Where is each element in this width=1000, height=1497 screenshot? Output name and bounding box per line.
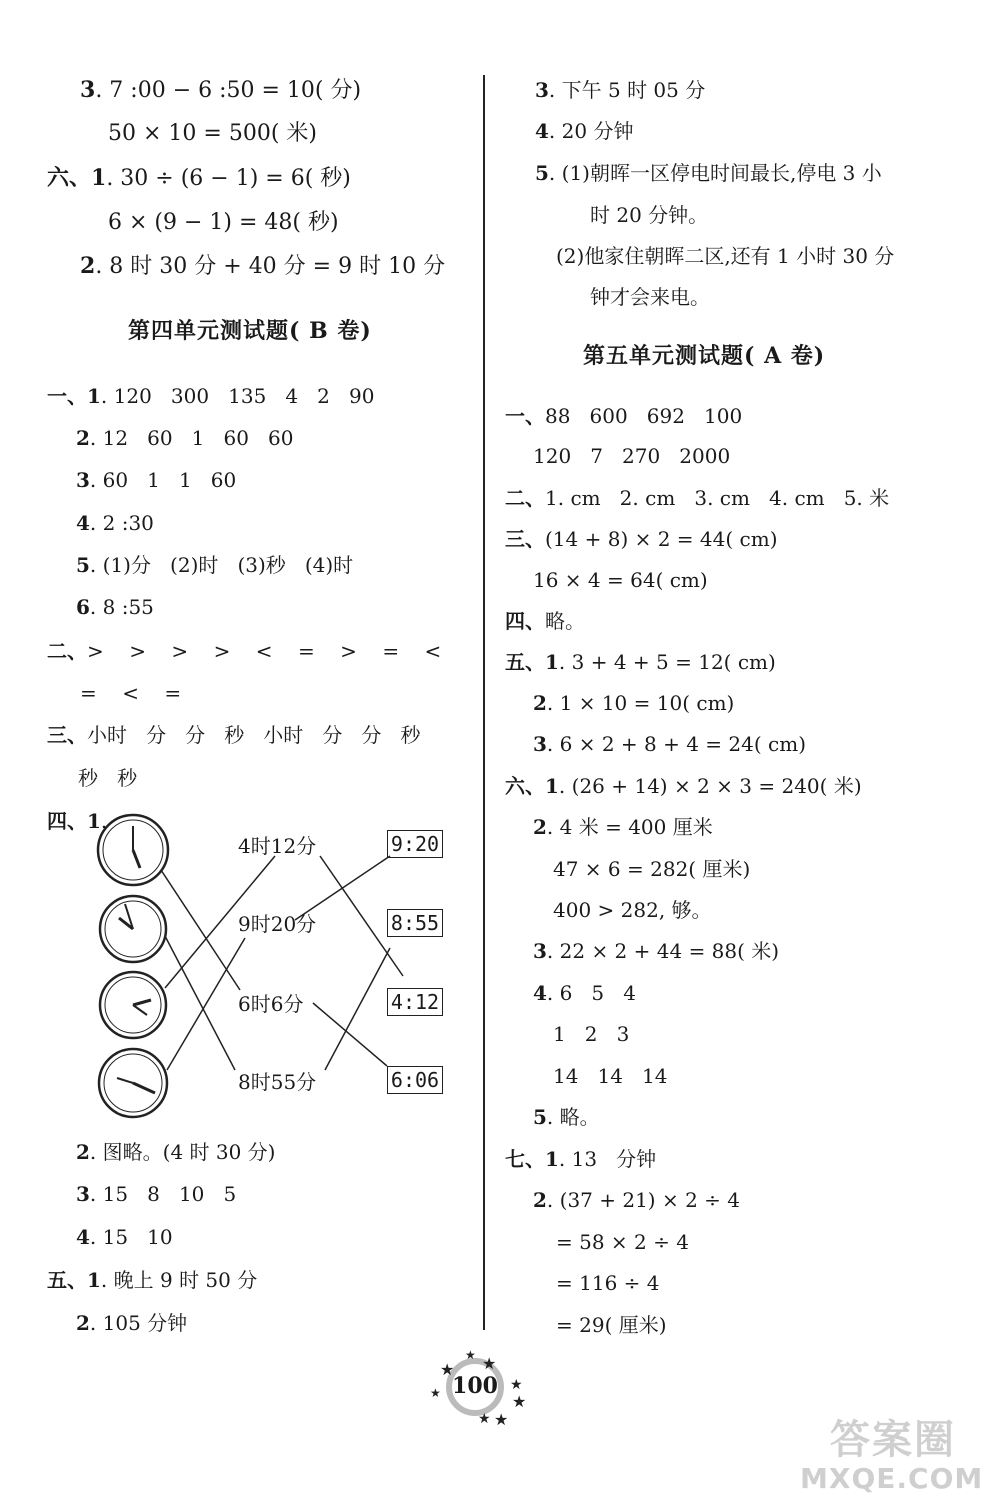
answer-line: 钟才会来电。 [590,285,710,309]
answer-line: 4. 2 :30 [76,511,154,535]
answer-line: 2. 105 分钟 [76,1311,188,1335]
analog-clock [100,896,166,962]
answer-line: = 116 ÷ 4 [556,1271,660,1295]
time-label: 4时12分 [238,834,317,858]
page-footer [420,1345,540,1425]
watermark [800,1400,1000,1497]
answer-line: 3. 下午 5 时 05 分 [535,78,706,102]
digital-time-box: 9:20 [387,830,443,858]
answer-line: (2)他家住朝晖二区,还有 1 小时 30 分 [556,244,895,268]
answer-line: 2. 1 × 10 = 10( cm) [533,691,735,715]
watermark-url: MXQE.COM [800,1462,984,1495]
answer-line: 6. 8 :55 [76,595,154,619]
match-line [165,936,235,1070]
answer-line: 4. 15 10 [76,1225,173,1249]
time-label: 8时55分 [238,1070,317,1094]
svg-text:★: ★ [440,1360,455,1379]
svg-text:★: ★ [482,1354,497,1373]
answer-line: 六、1. (26 + 14) × 2 × 3 = 240( 米) [505,774,862,798]
match-line [161,870,240,990]
svg-text:★: ★ [430,1386,441,1400]
answer-line: 3. 6 × 2 + 8 + 4 = 24( cm) [533,732,807,756]
answer-line: 七、1. 13 分钟 [505,1147,657,1171]
answer-line: 3. 22 × 2 + 44 = 88( 米) [533,939,780,963]
answer-line: = < = [80,681,182,705]
answer-line: = 29( 厘米) [556,1313,667,1337]
answer-line: 3. 60 1 1 60 [76,468,237,492]
analog-clock [98,815,168,885]
answer-line: = 58 × 2 ÷ 4 [556,1230,689,1254]
answer-line: 秒 秒 [78,766,138,790]
answer-line: 三、小时 分 分 秒 小时 分 分 秒 [47,723,421,747]
answer-line: 3. 15 8 10 5 [76,1182,237,1206]
answer-line: 47 × 6 = 282( 厘米) [553,857,751,881]
answer-line: 五、1. 晚上 9 时 50 分 [47,1268,258,1292]
match-line [313,1003,387,1066]
answer-line: 2. 12 60 1 60 60 [76,426,294,450]
answer-line: 5. (1)分 (2)时 (3)秒 (4)时 [76,553,354,577]
answer-line: 1 2 3 [553,1022,630,1046]
svg-text:★: ★ [478,1411,491,1425]
section-heading: 第五单元测试题( A 卷) [583,343,826,369]
answer-line: 4. 6 5 4 [533,981,636,1005]
answer-line: 4. 20 分钟 [535,119,634,143]
svg-text:★: ★ [465,1348,476,1362]
answer-line: 时 20 分钟。 [590,203,709,227]
column-divider [483,75,485,1330]
answer-line: 三、(14 + 8) × 2 = 44( cm) [505,527,778,551]
answer-line: 120 7 270 2000 [533,444,731,468]
analog-clock [99,1049,167,1117]
answer-line: 3. 7 :00 − 6 :50 = 10( 分) [80,77,362,103]
answer-line: 14 14 14 [553,1064,668,1088]
answer-line: 16 × 4 = 64( cm) [533,568,708,592]
answer-line: 2. 图略。(4 时 30 分) [76,1140,276,1164]
answer-line: 5. 略。 [533,1105,600,1129]
answer-line: 六、1. 30 ÷ (6 − 1) = 6( 秒) [47,165,351,191]
answer-line: 2. 8 时 30 分 + 40 分 = 9 时 10 分 [80,253,446,279]
answer-line: 一、88 600 692 100 [505,404,743,428]
answer-line: 50 × 10 = 500( 米) [108,121,317,146]
answer-line: 400 > 282, 够。 [553,898,712,922]
svg-text:★: ★ [512,1392,527,1411]
answer-line: 四、略。 [505,609,585,633]
answer-line: 四、1. [47,809,108,833]
svg-text:★: ★ [494,1410,509,1425]
section-heading: 第四单元测试题( B 卷) [128,318,372,344]
watermark-logo-text: 答案圈 [830,1417,956,1463]
digital-time-box: 8:55 [387,909,443,937]
answer-line: 2. 4 米 = 400 厘米 [533,815,713,839]
clock-matching-figure [95,808,455,1128]
answer-line: 二、> > > > < = > = < [47,639,442,663]
answer-line: 5. (1)朝晖一区停电时间最长,停电 3 小 [535,161,882,185]
answer-line: 五、1. 3 + 4 + 5 = 12( cm) [505,650,776,674]
digital-time-box: 4:12 [387,988,443,1016]
match-line [325,948,390,1070]
answer-line: 二、1. cm 2. cm 3. cm 4. cm 5. 米 [505,486,890,510]
page-number: 100 [452,1373,498,1399]
time-label: 6时6分 [238,992,304,1016]
analog-clock [100,972,166,1038]
answer-line: 一、1. 120 300 135 4 2 90 [47,384,375,408]
answer-line: 6 × (9 − 1) = 48( 秒) [108,210,339,235]
svg-text:★: ★ [510,1377,523,1393]
time-label: 9时20分 [238,912,317,936]
answer-line: 2. (37 + 21) × 2 ÷ 4 [533,1188,741,1212]
match-line [167,938,245,1070]
digital-time-box: 6:06 [387,1066,443,1094]
